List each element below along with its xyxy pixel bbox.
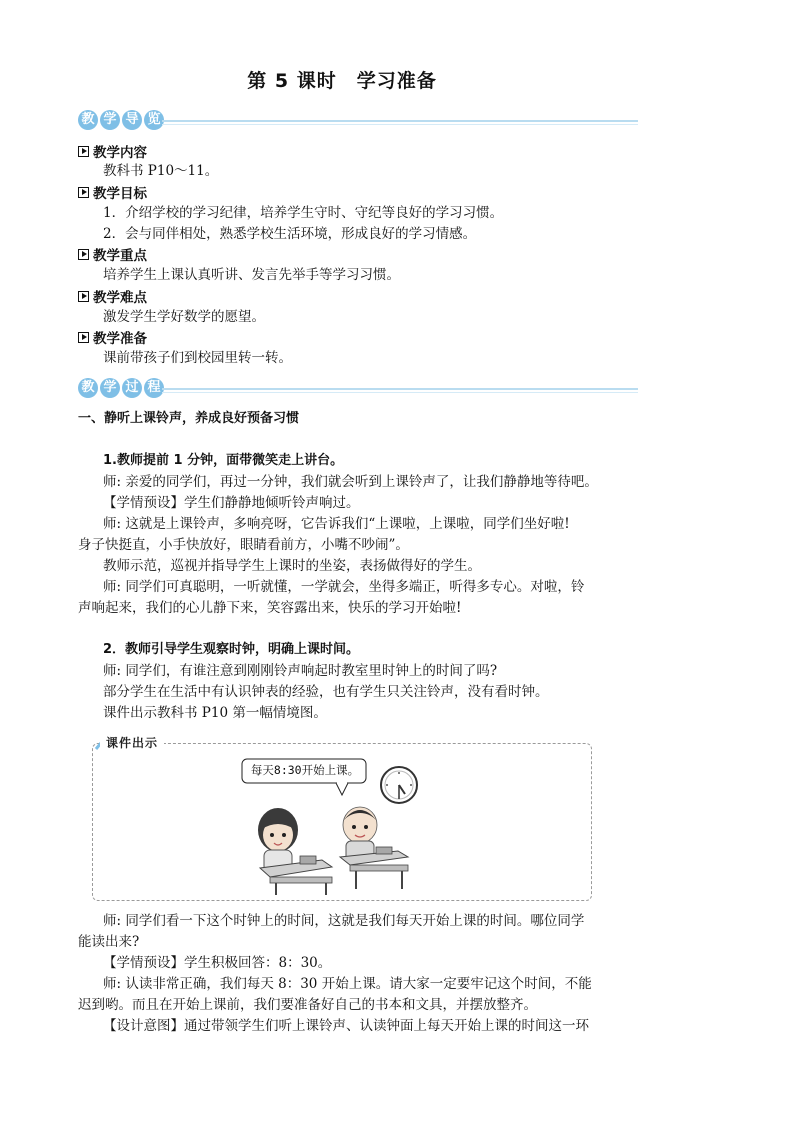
play-square-icon xyxy=(78,332,89,343)
page-title: 第 5 课时 学习准备 xyxy=(247,70,437,92)
play-square-icon xyxy=(78,146,89,157)
heading-difficult xyxy=(78,286,147,306)
content-text: 教科书 P10～11。 xyxy=(103,163,219,179)
paragraph: 【学情预设】学生们静静地倾听铃声响过。 xyxy=(103,495,360,511)
paragraph: 【设计意图】通过带领学生们听上课铃声、认读钟面上每天开始上课的时间这一环 xyxy=(103,1018,589,1034)
banner-line xyxy=(162,124,638,125)
paragraph: 师: 同学们，有谁注意到刚刚铃声响起时教室里时钟上的时间了吗? xyxy=(103,663,498,679)
speech-bubble-text: 每天8:30开始上课。 xyxy=(250,763,360,777)
heading-goals xyxy=(78,182,147,202)
banner-char: 教 xyxy=(78,378,98,398)
goal-1: 1．介绍学校的学习纪律，培养学生守时、守纪等良好的学习习惯。 xyxy=(103,205,504,221)
paragraph: 【学情预设】学生积极回答：8：30。 xyxy=(103,955,332,971)
paragraph: 部分学生在生活中有认识钟表的经验，也有学生只关注铃声，没有看时钟。 xyxy=(103,684,549,700)
key-text: 培养学生上课认真听讲、发言先举手等学习习惯。 xyxy=(103,267,400,283)
heading-content xyxy=(78,141,147,161)
paragraph: 声响起来，我们的心儿静下来，笑容露出来，快乐的学习开始啦! xyxy=(78,600,462,616)
section-banner-process xyxy=(78,378,638,400)
banner-line xyxy=(162,392,638,393)
play-square-icon xyxy=(78,249,89,260)
banner-line xyxy=(162,120,638,122)
part-1-title: 一、静听上课铃声，养成良好预备习惯 xyxy=(78,411,300,426)
step-1-title: 1.教师提前 1 分钟，面带微笑走上讲台。 xyxy=(103,453,344,468)
heading-text: 教学准备 xyxy=(93,331,147,347)
paragraph: 身子快挺直，小手快放好，眼睛看前方，小嘴不吵闹”。 xyxy=(78,537,409,553)
heading-key xyxy=(78,244,147,264)
banner-char: 导 xyxy=(122,110,142,130)
play-square-icon xyxy=(78,187,89,198)
goal-2: 2．会与同伴相处，熟悉学校生活环境，形成良好的学习情感。 xyxy=(103,226,477,242)
paragraph: 能读出来? xyxy=(78,934,140,950)
heading-text: 教学难点 xyxy=(93,290,147,306)
heading-text: 教学目标 xyxy=(93,186,147,202)
paragraph: 教师示范，巡视并指导学生上课时的坐姿，表扬做得好的学生。 xyxy=(103,558,481,574)
paragraph: 师: 亲爱的同学们，再过一分钟，我们就会听到上课铃声了，让我们静静地等待吧。 xyxy=(103,474,598,490)
difficult-text: 激发学生学好数学的愿望。 xyxy=(103,309,265,325)
play-square-icon xyxy=(78,291,89,302)
paragraph: 师: 这就是上课铃声，多响亮呀，它告诉我们“上课啦，上课啦，同学们坐好啦! xyxy=(103,516,570,532)
heading-text: 教学重点 xyxy=(93,248,147,264)
step-2-title: 2．教师引导学生观察时钟，明确上课时间。 xyxy=(103,642,360,657)
banner-char: 过 xyxy=(122,378,142,398)
heading-text: 教学内容 xyxy=(93,145,147,161)
courseware-label: 课件出示 xyxy=(100,734,164,752)
heading-prep xyxy=(78,327,147,347)
banner-char: 学 xyxy=(100,378,120,398)
paragraph: 师: 同学们看一下这个时钟上的时间，这就是我们每天开始上课的时间。哪位同学 xyxy=(103,913,585,929)
banner-char: 学 xyxy=(100,110,120,130)
paragraph: 师: 同学们可真聪明，一听就懂，一学就会，坐得多端正，听得多专心。对啦，铃 xyxy=(103,579,585,595)
banner-line xyxy=(162,388,638,390)
prep-text: 课前带孩子们到校园里转一转。 xyxy=(103,350,292,366)
paragraph: 师: 认读非常正确，我们每天 8：30 开始上课。请大家一定要牢记这个时间，不能 xyxy=(103,976,592,992)
banner-char: 览 xyxy=(144,110,164,130)
paragraph: 课件出示教科书 P10 第一幅情境图。 xyxy=(103,705,327,721)
banner-char: 程 xyxy=(144,378,164,398)
section-banner-guide xyxy=(78,110,638,132)
paragraph: 迟到哟。而且在开始上课前，我们要准备好自己的书本和文具，并摆放整齐。 xyxy=(78,997,537,1013)
banner-char: 教 xyxy=(78,110,98,130)
